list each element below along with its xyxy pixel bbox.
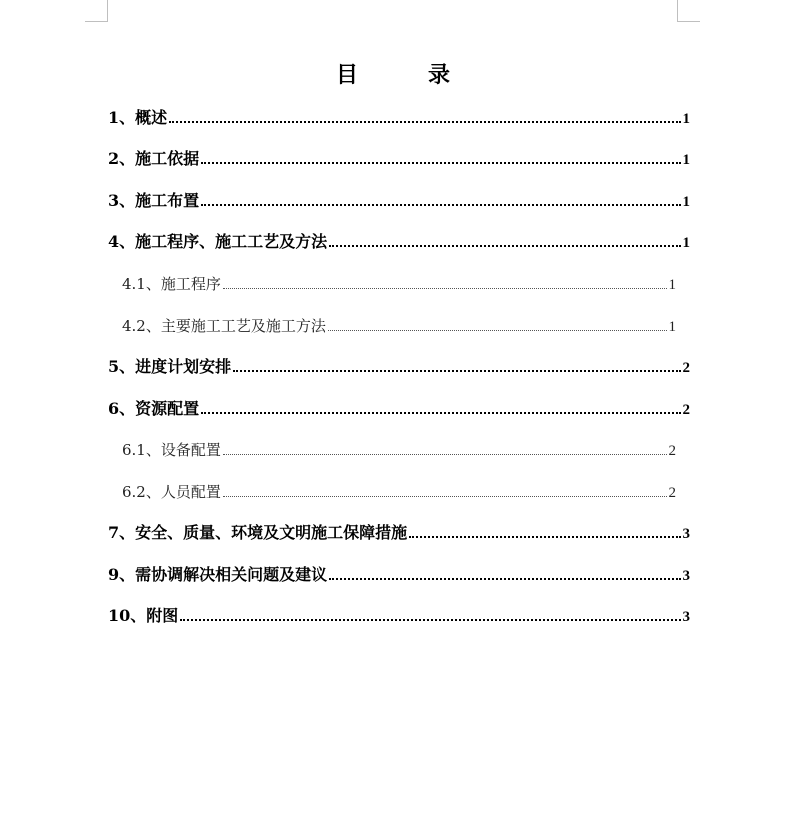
toc-entry-label: 6.1、设备配置 bbox=[122, 441, 221, 459]
toc-title-char-1: 目 bbox=[335, 62, 358, 88]
toc-dot-leader bbox=[169, 121, 680, 123]
toc-dot-leader bbox=[201, 162, 680, 164]
toc-entry-label: 5、进度计划安排 bbox=[108, 357, 232, 376]
toc-entry-6-1[interactable] bbox=[122, 438, 676, 462]
toc-entry-label: 7、安全、质量、环境及文明施工保障措施 bbox=[108, 523, 408, 542]
toc-entry-7[interactable] bbox=[108, 521, 690, 545]
toc-entry-page: 1 bbox=[682, 235, 690, 251]
toc-entry-label: 4.1、施工程序 bbox=[122, 275, 221, 293]
toc-entry-label: 2、施工依据 bbox=[108, 149, 200, 168]
toc-entry-3[interactable] bbox=[108, 189, 690, 213]
toc-dot-leader bbox=[223, 454, 667, 455]
toc-entry-page: 2 bbox=[668, 485, 676, 501]
toc-entry-page: 2 bbox=[668, 443, 676, 459]
toc-dot-leader bbox=[201, 204, 680, 206]
toc-title-char-2: 录 bbox=[428, 62, 451, 88]
toc-dot-leader bbox=[180, 619, 680, 621]
toc-entry-page: 2 bbox=[682, 402, 690, 418]
toc-entry-4-1[interactable] bbox=[122, 272, 676, 296]
toc-entry-1[interactable] bbox=[108, 106, 690, 130]
toc-dot-leader bbox=[233, 370, 680, 372]
toc-entry-label: 6.2、人员配置 bbox=[122, 483, 221, 501]
toc-entry-label: 10、附图 bbox=[108, 606, 179, 625]
toc-dot-leader bbox=[223, 288, 667, 289]
toc-entry-label: 9、需协调解决相关问题及建议 bbox=[108, 565, 328, 584]
toc-dot-leader bbox=[409, 536, 680, 538]
toc-entry-page: 1 bbox=[682, 152, 690, 168]
toc-entry-page: 1 bbox=[682, 194, 690, 210]
toc-entry-page: 3 bbox=[682, 609, 690, 625]
toc-dot-leader bbox=[328, 330, 667, 331]
toc-entry-label: 3、施工布置 bbox=[108, 191, 200, 210]
toc-entry-4[interactable] bbox=[108, 230, 690, 254]
toc-entry-6[interactable] bbox=[108, 397, 690, 421]
toc-entry-label: 1、概述 bbox=[108, 108, 168, 127]
toc-entry-label: 4、施工程序、施工工艺及方法 bbox=[108, 232, 328, 251]
toc-entry-page: 1 bbox=[668, 277, 676, 293]
toc-entry-page: 1 bbox=[668, 319, 676, 335]
toc-entry-label: 4.2、主要施工工艺及施工方法 bbox=[122, 317, 326, 335]
toc-dot-leader bbox=[201, 412, 680, 414]
toc-entry-page: 1 bbox=[682, 111, 690, 127]
toc-dot-leader bbox=[329, 578, 680, 580]
toc-entry-9[interactable] bbox=[108, 563, 690, 587]
toc-entry-4-2[interactable] bbox=[122, 314, 676, 338]
toc-entry-page: 3 bbox=[682, 526, 690, 542]
toc-entry-page: 3 bbox=[682, 568, 690, 584]
toc-dot-leader bbox=[223, 496, 667, 497]
toc-entry-page: 2 bbox=[682, 360, 690, 376]
toc-dot-leader bbox=[329, 245, 680, 247]
toc-entry-label: 6、资源配置 bbox=[108, 399, 200, 418]
toc-entry-5[interactable] bbox=[108, 355, 690, 379]
toc-entry-2[interactable] bbox=[108, 147, 690, 171]
toc-entry-6-2[interactable] bbox=[122, 480, 676, 504]
toc-entry-10[interactable] bbox=[108, 604, 690, 628]
